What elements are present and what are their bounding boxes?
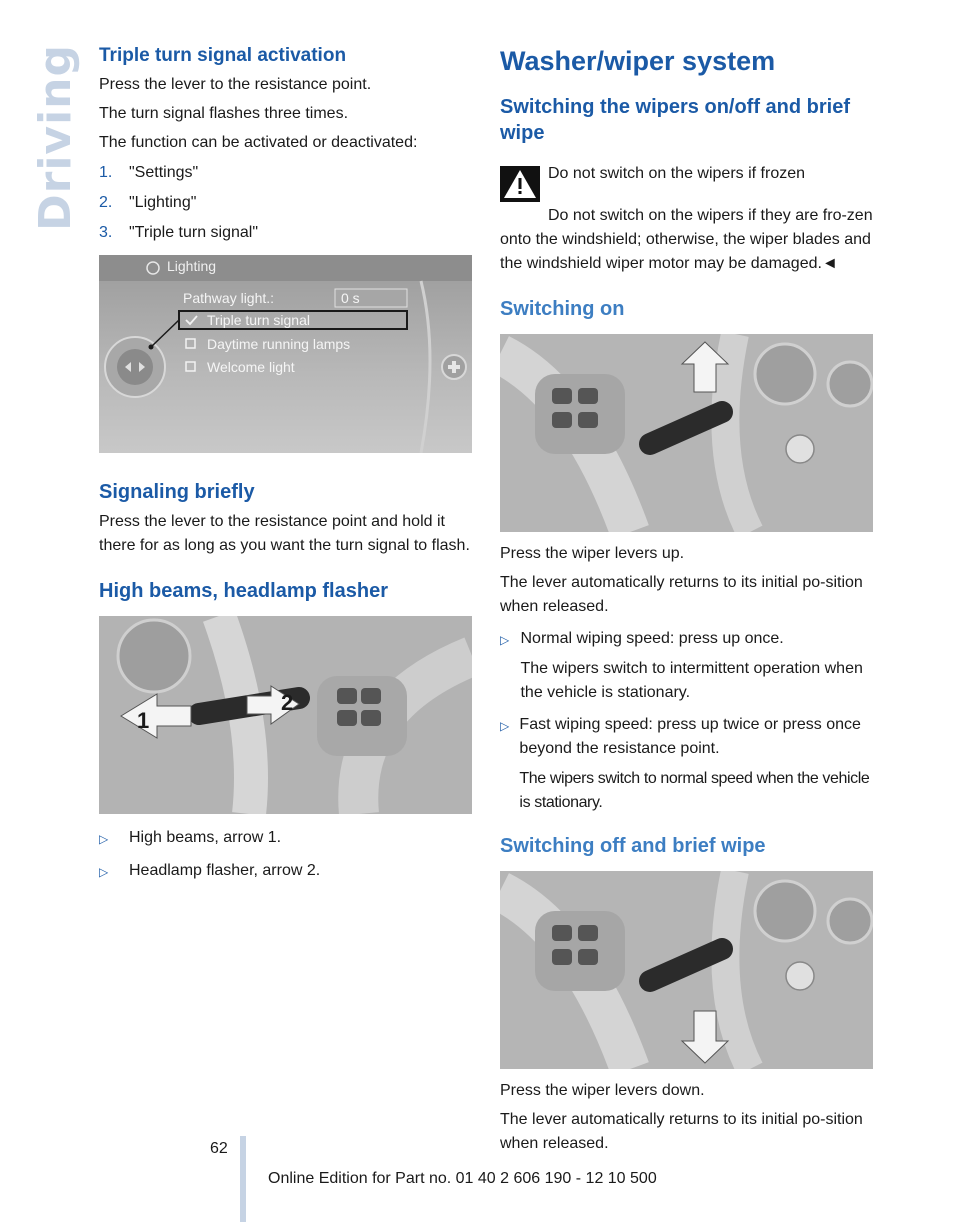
bullet-text: Headlamp flasher, arrow 2.	[129, 862, 321, 879]
step-text: "Lighting"	[129, 194, 197, 211]
right-column	[500, 44, 873, 1156]
page-number: 62	[210, 1140, 228, 1157]
wipers-subheading: Switching the wipers on/off and brief wipe	[500, 96, 851, 144]
bullet-item	[99, 826, 472, 851]
triple-p2: The turn signal flashes three times.	[99, 105, 349, 122]
settings-steps	[99, 161, 472, 245]
triple-turn-heading: Triple turn signal activation	[99, 45, 347, 66]
switching-off-heading: Switching off and brief wipe	[500, 835, 766, 857]
warning-triangle-icon	[500, 166, 540, 202]
switching-on-p2: The lever automatically returns to its initial po-sition when released.	[500, 574, 863, 615]
bullet-item	[99, 859, 472, 884]
washer-wiper-title: Washer/wiper system	[500, 46, 776, 76]
bullet-triangle-icon: ▷	[99, 832, 109, 846]
option-welcome-light: Welcome light	[207, 359, 295, 375]
step-number: 3.	[99, 224, 113, 241]
option-triple-turn: Triple turn signal	[207, 312, 310, 328]
screen-title: Lighting	[167, 258, 217, 274]
warning-title: Do not switch on the wipers if frozen	[548, 165, 806, 182]
bullet-item	[500, 713, 873, 815]
screen-graphic	[99, 255, 472, 453]
bullet-main-text: Normal wiping speed: press up once.	[520, 630, 784, 647]
option-daytime-lamps: Daytime running lamps	[207, 336, 351, 352]
left-column	[99, 44, 472, 884]
bullet-body	[519, 713, 873, 815]
step-item	[99, 161, 472, 185]
step-text: "Settings"	[129, 164, 199, 181]
bullet-triangle-icon: ▷	[99, 865, 109, 879]
section-tab: Driving	[30, 44, 81, 231]
signaling-p1: Press the lever to the resistance point and hold it there for as long as you want the turn signal to flash.	[99, 513, 470, 554]
bullet-main-text: Fast wiping speed: press up twice or press once beyond the resistance point.	[519, 716, 861, 757]
wiper-off-figure	[500, 871, 873, 1069]
lighting-menu-figure	[99, 255, 472, 453]
warning-block	[500, 162, 873, 202]
bullet-item	[500, 627, 873, 705]
signaling-heading: Signaling briefly	[99, 481, 255, 503]
arrow-1-label: 1	[137, 708, 150, 733]
step-text: "Triple turn signal"	[129, 224, 259, 241]
bullet-body	[520, 627, 873, 705]
step-number: 1.	[99, 164, 113, 181]
footer-bar	[240, 1136, 246, 1222]
edition-footer: Online Edition for Part no. 01 40 2 606 190 - 12 10 500	[268, 1170, 657, 1187]
high-beam-lever-figure	[99, 616, 472, 814]
switching-off-p1: Press the wiper levers down.	[500, 1082, 705, 1099]
switching-off-p2: The lever automatically returns to its initial po-sition when released.	[500, 1111, 863, 1152]
pathway-label: Pathway light.:	[183, 290, 275, 306]
step-item	[99, 191, 472, 215]
high-beams-heading: High beams, headlamp flasher	[99, 580, 388, 602]
warning-body: Do not switch on the wipers if they are fro-zen onto the windshield; otherwise, the wiper blades and the windshield wiper motor may be damaged.◄	[500, 207, 873, 272]
step-number: 2.	[99, 194, 113, 211]
wiper-down-graphic	[500, 871, 873, 1069]
triple-p3: The function can be activated or deactivated:	[99, 134, 418, 151]
switching-on-p1: Press the wiper levers up.	[500, 545, 685, 562]
bullet-text: High beams, arrow 1.	[129, 829, 282, 846]
bullet-sub-text: The wipers switch to normal speed when the vehicle is stationary.	[519, 770, 870, 811]
pathway-value: 0 s	[341, 290, 360, 306]
bullet-triangle-icon: ▷	[500, 633, 510, 647]
wiper-on-figure	[500, 334, 873, 532]
arrow-2-label: 2	[281, 690, 294, 715]
bullet-sub-text: The wipers switch to intermittent operation when the vehicle is stationary.	[520, 660, 863, 701]
wiper-up-graphic	[500, 334, 873, 532]
switching-on-heading: Switching on	[500, 298, 625, 320]
bullet-triangle-icon: ▷	[500, 719, 510, 733]
triple-p1: Press the lever to the resistance point.	[99, 76, 372, 93]
step-item	[99, 221, 472, 245]
